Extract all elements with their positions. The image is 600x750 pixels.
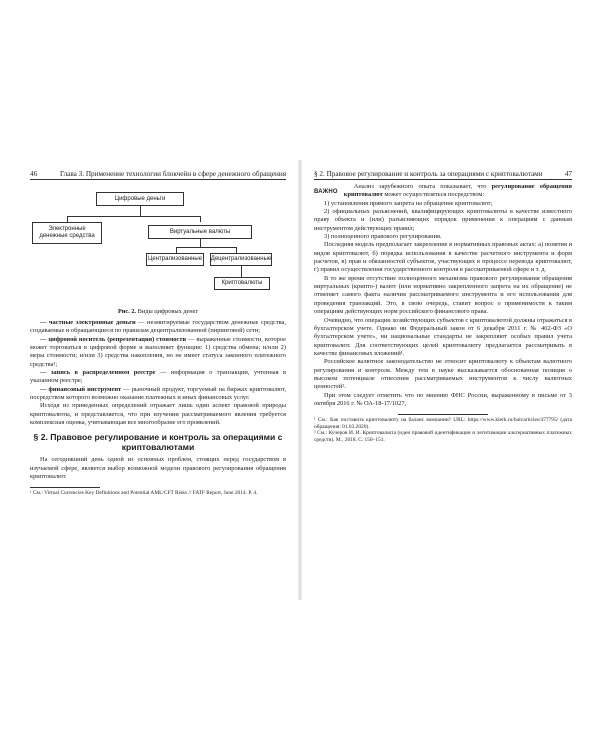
page-number: 46 <box>30 170 38 178</box>
list-item: 2) официальных разъяснений, квалифицирующих криптовалюты в качестве известного праву объекта и (или) разъясняющих порядок применения к операциям с данным инструментом действующих правил; <box>314 208 572 232</box>
diagram-node-e-money: Электронные денежные средства <box>32 222 102 244</box>
footnote-rule <box>398 414 488 415</box>
body-paragraph: При этом следует отметить что по мнению ФНС России, выраженному в письме от 3 октября 2016 г. № ОА-18-17/1027, <box>314 391 572 407</box>
body-paragraph: Очевидно, что операции хозяйствующих субъектов с криптовалютой должны отражаться в бухгалтерском учете. Однако ни Федеральный закон от 6 декабря 2011 г. № 402-ФЗ «О бухгалтерском учете», ни национальные стандарты не закрепляют особых правил учета криптовалют. Для соответствующих целей криптовалюту предлагается рассматривать в качестве финансовых вложений¹. <box>314 316 572 357</box>
page-number: 47 <box>564 170 572 178</box>
body-paragraph: Российское валютное законодательство не относит криптовалюту к объектам валютного регулирования и контроля. Между тем в науке высказывается обоснованная позиция о высоком потенциале отнесения рассматриваемых инструментов к числу валютных ценностей². <box>314 358 572 391</box>
list-item: 1) установления прямого запрета на обращение криптовалют; <box>324 199 493 207</box>
figure-caption-label: Рис. 2. <box>117 308 137 315</box>
important-marker: ВАЖНО <box>314 189 338 195</box>
figure-caption-text: Виды цифровых денег <box>136 308 199 315</box>
definition-item: — частные электронные деньги — неэмитируемые государством денежные средства, создаваемые и обращающиеся по правилам децентрализованной (пиринговой) сети; <box>30 319 286 335</box>
footnote: ² См.: Кучеров И. И. Криптовалюта (идеи правовой идентификации и легитимации альтернативных платежных средств). М., 2018. С. 150–151. <box>314 430 572 444</box>
left-page <box>30 170 286 590</box>
body-paragraph: В то же время отсутствие полноценного механизма правового регулирования обращения виртуальных (крипто-) валют (или нормативно закрепленного запрета на их обращение) не отменяет самого факта наличия рассматриваемого инструмента и его использования для проведения транзакций. Это, в свою очередь, ставит вопрос о применимости к таким операциям действующих норм российского финансового права. <box>314 274 572 316</box>
list-item: 3) полноценного правового регулирования. <box>324 233 442 241</box>
diagram-node-decentralized: Децентрализованные <box>210 253 272 266</box>
definition-item: — запись в распределенном реестре — информация о транзакции, учтенная в указанном реестре; <box>30 369 286 385</box>
summary-paragraph: Исходя из приведенных определений отражает лишь один аспект правовой природы криптовалюты, и представляется, что при изучении рассматриваемого явления требуется комплексная оценка, учитывающая все многообразие его проявлений. <box>30 402 286 427</box>
lead-paragraph: Анализ зарубежного опыта показывает, что регулирование обращения криптовалют может осуществляться посредством: <box>343 183 572 199</box>
definition-item: — цифровой носитель (репрезентация) стоимости — выраженные стоимости, которое может торговаться в цифровой форме и выполняет функции: 1) средства обмена; и/или 2) меры стоимости; и/или 3) средства накопления, но не имеет статуса законного платежного средства¹; <box>30 335 286 368</box>
diagram-node-centralized: Централизованные <box>146 253 204 266</box>
left-page-header <box>30 170 286 180</box>
book-gutter <box>298 160 302 600</box>
intro-paragraph: На сегодняшний день одной из основных проблем, стоящих перед государством в изучаемой сфере, является выбор возможной модели правового регулирования обращения криптовалют. <box>30 456 286 481</box>
footnote-rule <box>30 487 100 488</box>
section-heading: § 2. Правовое регулирование и контроль за операциями с криптовалютами <box>33 432 283 453</box>
diagram-node-cryptocurrencies: Криптовалюты <box>214 277 270 290</box>
figure-caption <box>30 308 286 315</box>
footnote: ¹ См.: Virtual Currencies Key Definitions and Potential AML/CFT Risks // FATF Report, June 2014. P. 4. <box>30 489 258 496</box>
footnote: ¹ См.: Как поставить криптовалюту на баланс компании? URL: https://www.klerk.ru/buh/articles/477795/ (дата обращения: 01.03.2020). <box>314 417 572 430</box>
diagram-node-virtual-currencies: Виртуальные валюты <box>148 225 252 239</box>
right-page-header <box>314 170 572 180</box>
diagram-node-root: Цифровые деньги <box>96 192 184 206</box>
definition-item: — финансовый инструмент — рыночный продукт, торгуемый на биржах криптовалют, посредством которого возможно оказание платежных и иных финансовых услуг. <box>30 385 286 402</box>
body-paragraph: Последняя модель предполагает закрепление в нормативных правовых актах: а) понятия и видов криптовалют, б) порядка использования в качестве расчетного инструмента и форм расчетов, в) прав и обязанностей субъектов, участвующих в процессе перевода криптовалют, г) правил осуществления государственного контроля в рассматриваемой сфере и т. д. <box>314 241 572 274</box>
right-page <box>314 170 572 590</box>
digital-money-diagram <box>30 184 286 306</box>
running-title: § 2. Правовое регулирование и контроль за операциями с криптовалютами <box>314 170 543 178</box>
running-title: Глава 3. Применение технологии блокчейн в сфере денежного обращения <box>59 170 286 178</box>
